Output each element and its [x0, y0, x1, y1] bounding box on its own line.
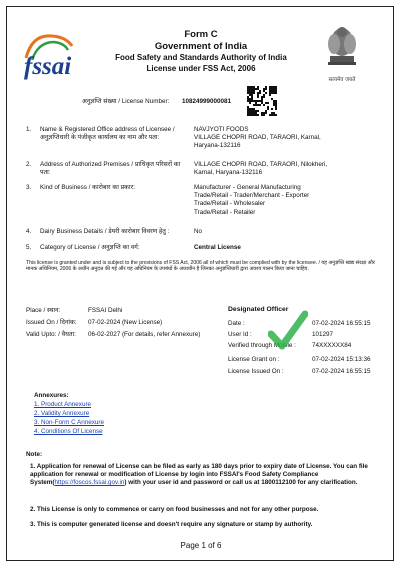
license-grant-label: License Grant on : — [228, 356, 280, 363]
field-3-num: 3. — [26, 184, 32, 191]
annexures-title: Annexures: — [34, 392, 69, 399]
qr-code — [247, 86, 277, 116]
license-number-value: 10824999000081 — [182, 98, 232, 105]
verified-check-icon — [268, 310, 308, 352]
officer-mobile-label: Verified through Mobile : — [228, 342, 296, 349]
annexure-conditions-link[interactable]: 4. Conditions Of License — [34, 428, 103, 435]
act-title: License under FSS Act, 2006 — [146, 64, 256, 73]
officer-userid-label: User Id : — [228, 331, 252, 338]
annexure-validity-link[interactable]: 2. Validity Annexure — [34, 410, 90, 417]
note-3: 3. This is computer generated license and doesn't require any signature or stamp by authority. — [30, 521, 313, 528]
form-title: Form C — [184, 29, 218, 40]
license-issued-label: License Issued On : — [228, 368, 284, 375]
field-4-label: Dairy Business Details / डेयरी कारोबार विवरण हेतु : — [40, 228, 170, 235]
place-label: Place / स्थान: — [26, 307, 61, 314]
issued-value: 07-02-2024 (New License) — [88, 319, 163, 326]
field-3-label: Kind of Business / कारोबार का प्रकार: — [40, 184, 135, 191]
officer-date-value: 07-02-2024 16:55:15 — [312, 320, 371, 327]
field-2-label: Address of Authorized Premises / प्राधिकृत परिसरों का पता: — [40, 161, 181, 177]
field-1-value: NAVJYOTI FOODS VILLAGE CHOPRI ROAD, TARAORI, Karnal, Haryana-132116 — [194, 126, 321, 150]
officer-date-label: Date : — [228, 320, 245, 327]
issued-label: Issued On / दिनांक: — [26, 319, 77, 326]
field-1-num: 1. — [26, 126, 32, 133]
disclaimer: This license is granted under and is subject to the provisions of FSS Act, 2006 all of which must be complied with by the licensee. / यह अनुज्ञप्ति खाद्य संरक्षा और मानक अधिनियम, 2006 के अधीन अनुदत्त की गई और यह अधिनियम के उपबंधों के अध्यधीन है जिनका अनुज्ञप्तिधारी द्वारा अवश्य पालन किया जाना चाहिए. — [26, 260, 375, 273]
field-5-value: Central License — [194, 244, 241, 251]
license-issued-value: 07-02-2024 16:55:15 — [312, 368, 371, 375]
annexure-non-form-c-link[interactable]: 3. Non-Form C Annexure — [34, 419, 104, 426]
note-1: 1. Application for renewal of License can be filed as early as 180 days prior to expiry date of License. You can file application for renewal or modification of License by login into FSSAI's Food Safety Compliance System(https://foscos.fssai.gov.in) with your user id and password or call us at 1800112100 for any clarification. — [30, 463, 368, 487]
valid-label: Valid Upto: / वैधता: — [26, 331, 76, 338]
field-3-value: Manufacturer - General Manufacturing Trade/Retail - Trader/Merchant - Exporter Trade/Retail - Wholesaler Trade/Retail - Retailer — [194, 184, 310, 216]
place-value: FSSAI Delhi — [88, 307, 123, 314]
field-4-num: 4. — [26, 228, 32, 235]
gov-title: Government of India — [154, 41, 248, 52]
note-title: Note: — [26, 451, 43, 458]
field-5-label: Category of License / अनुज्ञप्ति का वर्ग: — [40, 244, 140, 251]
officer-userid-value: 101297 — [312, 331, 334, 338]
field-5-num: 5. — [26, 244, 32, 251]
officer-mobile-value: 74XXXXXX84 — [312, 342, 352, 349]
note-2: 2. This License is only to commence or carry on food businesses and not for any other purpose. — [30, 506, 319, 513]
license-number-label: अनुज्ञप्ति संख्या / License Number: — [82, 98, 170, 105]
annexure-product-link[interactable]: 1. Product Annexure — [34, 401, 92, 408]
field-2-value: VILLAGE CHOPRI ROAD, TARAORI, Nilokheri, Karnal, Haryana-132116 — [194, 161, 328, 177]
license-grant-value: 07-02-2024 15:13:36 — [312, 356, 371, 363]
page-number: Page 1 of 6 — [180, 541, 222, 550]
authority-title: Food Safety and Standards Authority of India — [115, 53, 287, 62]
field-2-num: 2. — [26, 161, 32, 168]
national-emblem — [320, 20, 364, 83]
foscos-link[interactable]: https://foscos.fssai.gov.in — [54, 479, 125, 487]
designated-officer-title: Designated Officer — [228, 306, 289, 313]
emblem-caption: सत्यमेव जयते — [328, 77, 356, 83]
svg-text:fssai: fssai — [24, 53, 72, 80]
field-4-value: No — [194, 228, 203, 235]
field-1-label: Name & Registered Office address of Licensee / अनुज्ञप्तिधारी के पंजीकृत कार्यालय का नाम और पता: — [40, 126, 175, 142]
valid-value: 06-02-2027 (For details, refer Annexure) — [88, 331, 201, 338]
